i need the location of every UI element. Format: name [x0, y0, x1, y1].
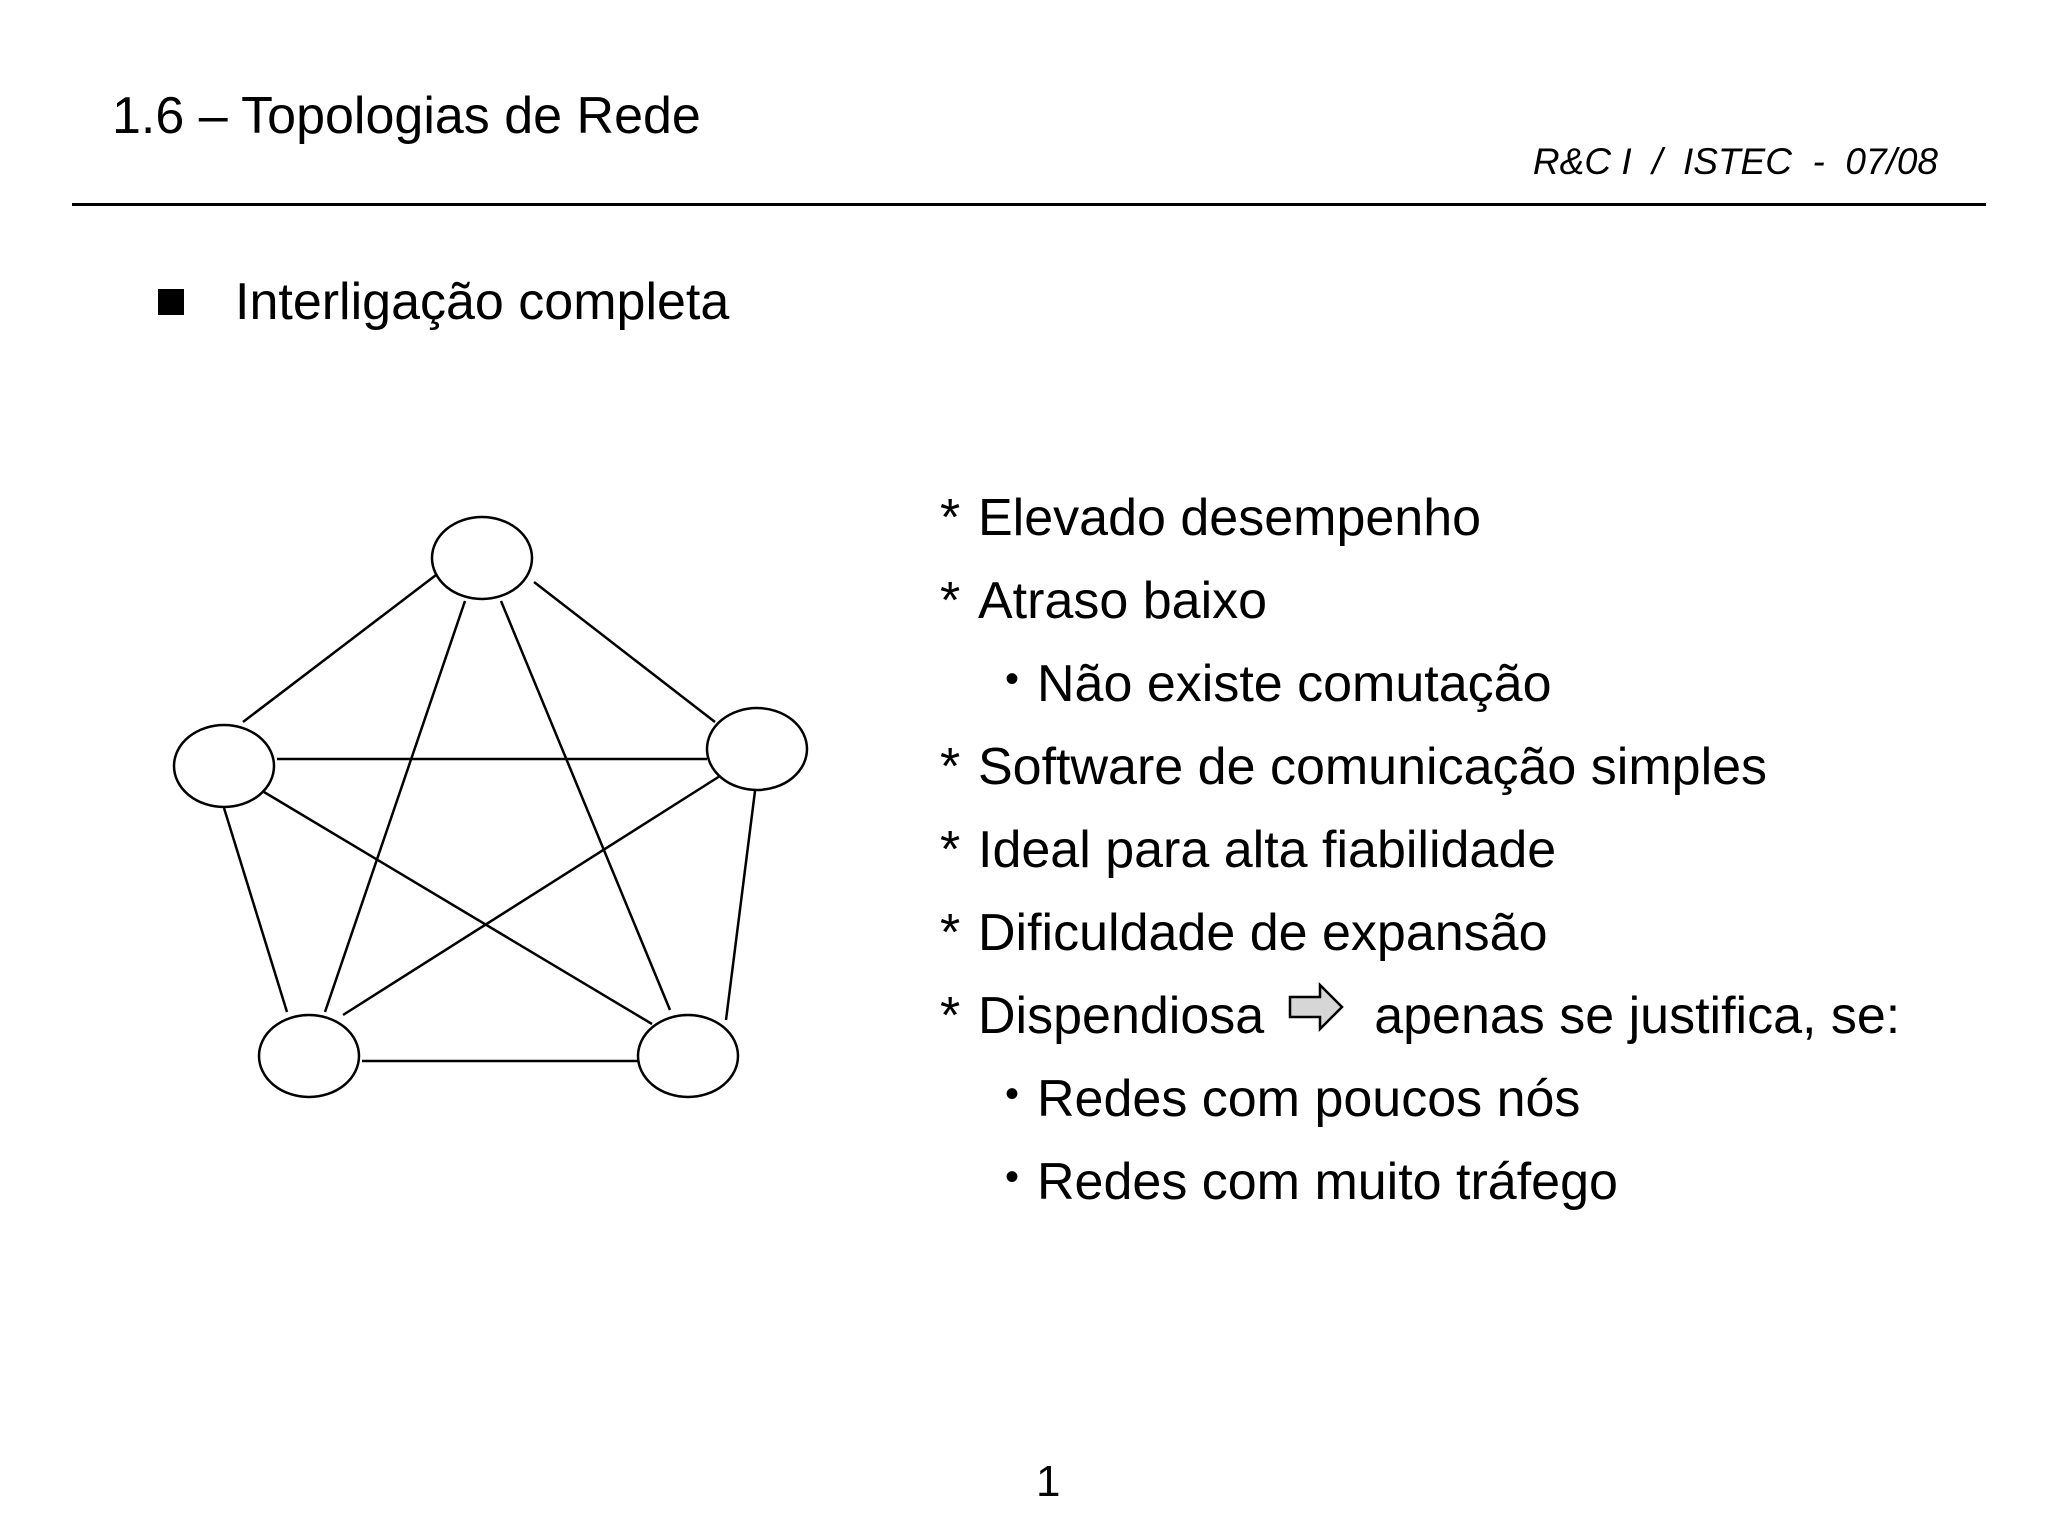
item-text: Redes com muito tráfego — [1037, 1153, 1618, 1211]
item-text: Dispendiosa — [978, 987, 1265, 1045]
slide-title: 1.6 – Topologias de Rede — [112, 87, 701, 145]
node-left — [174, 725, 274, 807]
dot-marker: • — [1005, 1072, 1020, 1116]
link-left-bottomleft — [224, 808, 287, 1012]
link-top-right — [534, 582, 715, 722]
node-bottom-left — [259, 1015, 359, 1097]
item-text: Redes com poucos nós — [1037, 1070, 1581, 1128]
list-item — [940, 566, 1900, 649]
sub-list-item — [940, 1064, 1900, 1147]
list-item — [940, 898, 1900, 981]
list-item — [940, 732, 1900, 815]
dot-marker: • — [1005, 657, 1020, 701]
link-right-bottomleft — [343, 776, 720, 1015]
item-text: Dificuldade de expansão — [978, 904, 1548, 962]
item-text: apenas se justifica, se: — [1374, 987, 1901, 1045]
right-arrow-icon — [1286, 981, 1346, 1033]
node-right — [707, 708, 807, 790]
section-label: Interligação completa — [235, 273, 730, 331]
item-text: Software de comunicação simples — [978, 738, 1768, 796]
characteristics-list — [940, 483, 1900, 1230]
asterisk-marker: * — [940, 987, 961, 1045]
course-label: R&C I / ISTEC - 07/08 — [1532, 141, 1938, 182]
node-bottom-right — [638, 1015, 738, 1097]
asterisk-marker: * — [940, 904, 961, 962]
page-number: 1 — [1036, 1457, 1061, 1506]
list-item — [940, 981, 1900, 1064]
dot-marker: • — [1005, 1155, 1020, 1199]
item-text: Atraso baixo — [978, 572, 1268, 630]
item-text: Não existe comutação — [1037, 655, 1552, 713]
list-item — [940, 483, 1900, 566]
asterisk-marker: * — [940, 489, 961, 547]
node-top — [432, 517, 532, 599]
sub-list-item — [940, 649, 1900, 732]
item-text: Elevado desempenho — [978, 489, 1482, 547]
asterisk-marker: * — [940, 572, 961, 630]
item-text: Ideal para alta fiabilidade — [978, 821, 1557, 879]
link-top-left — [243, 575, 436, 722]
list-item — [940, 815, 1900, 898]
sub-list-item — [940, 1147, 1900, 1230]
asterisk-marker: * — [940, 821, 961, 879]
asterisk-marker: * — [940, 738, 961, 796]
link-right-bottomright — [726, 791, 755, 1020]
